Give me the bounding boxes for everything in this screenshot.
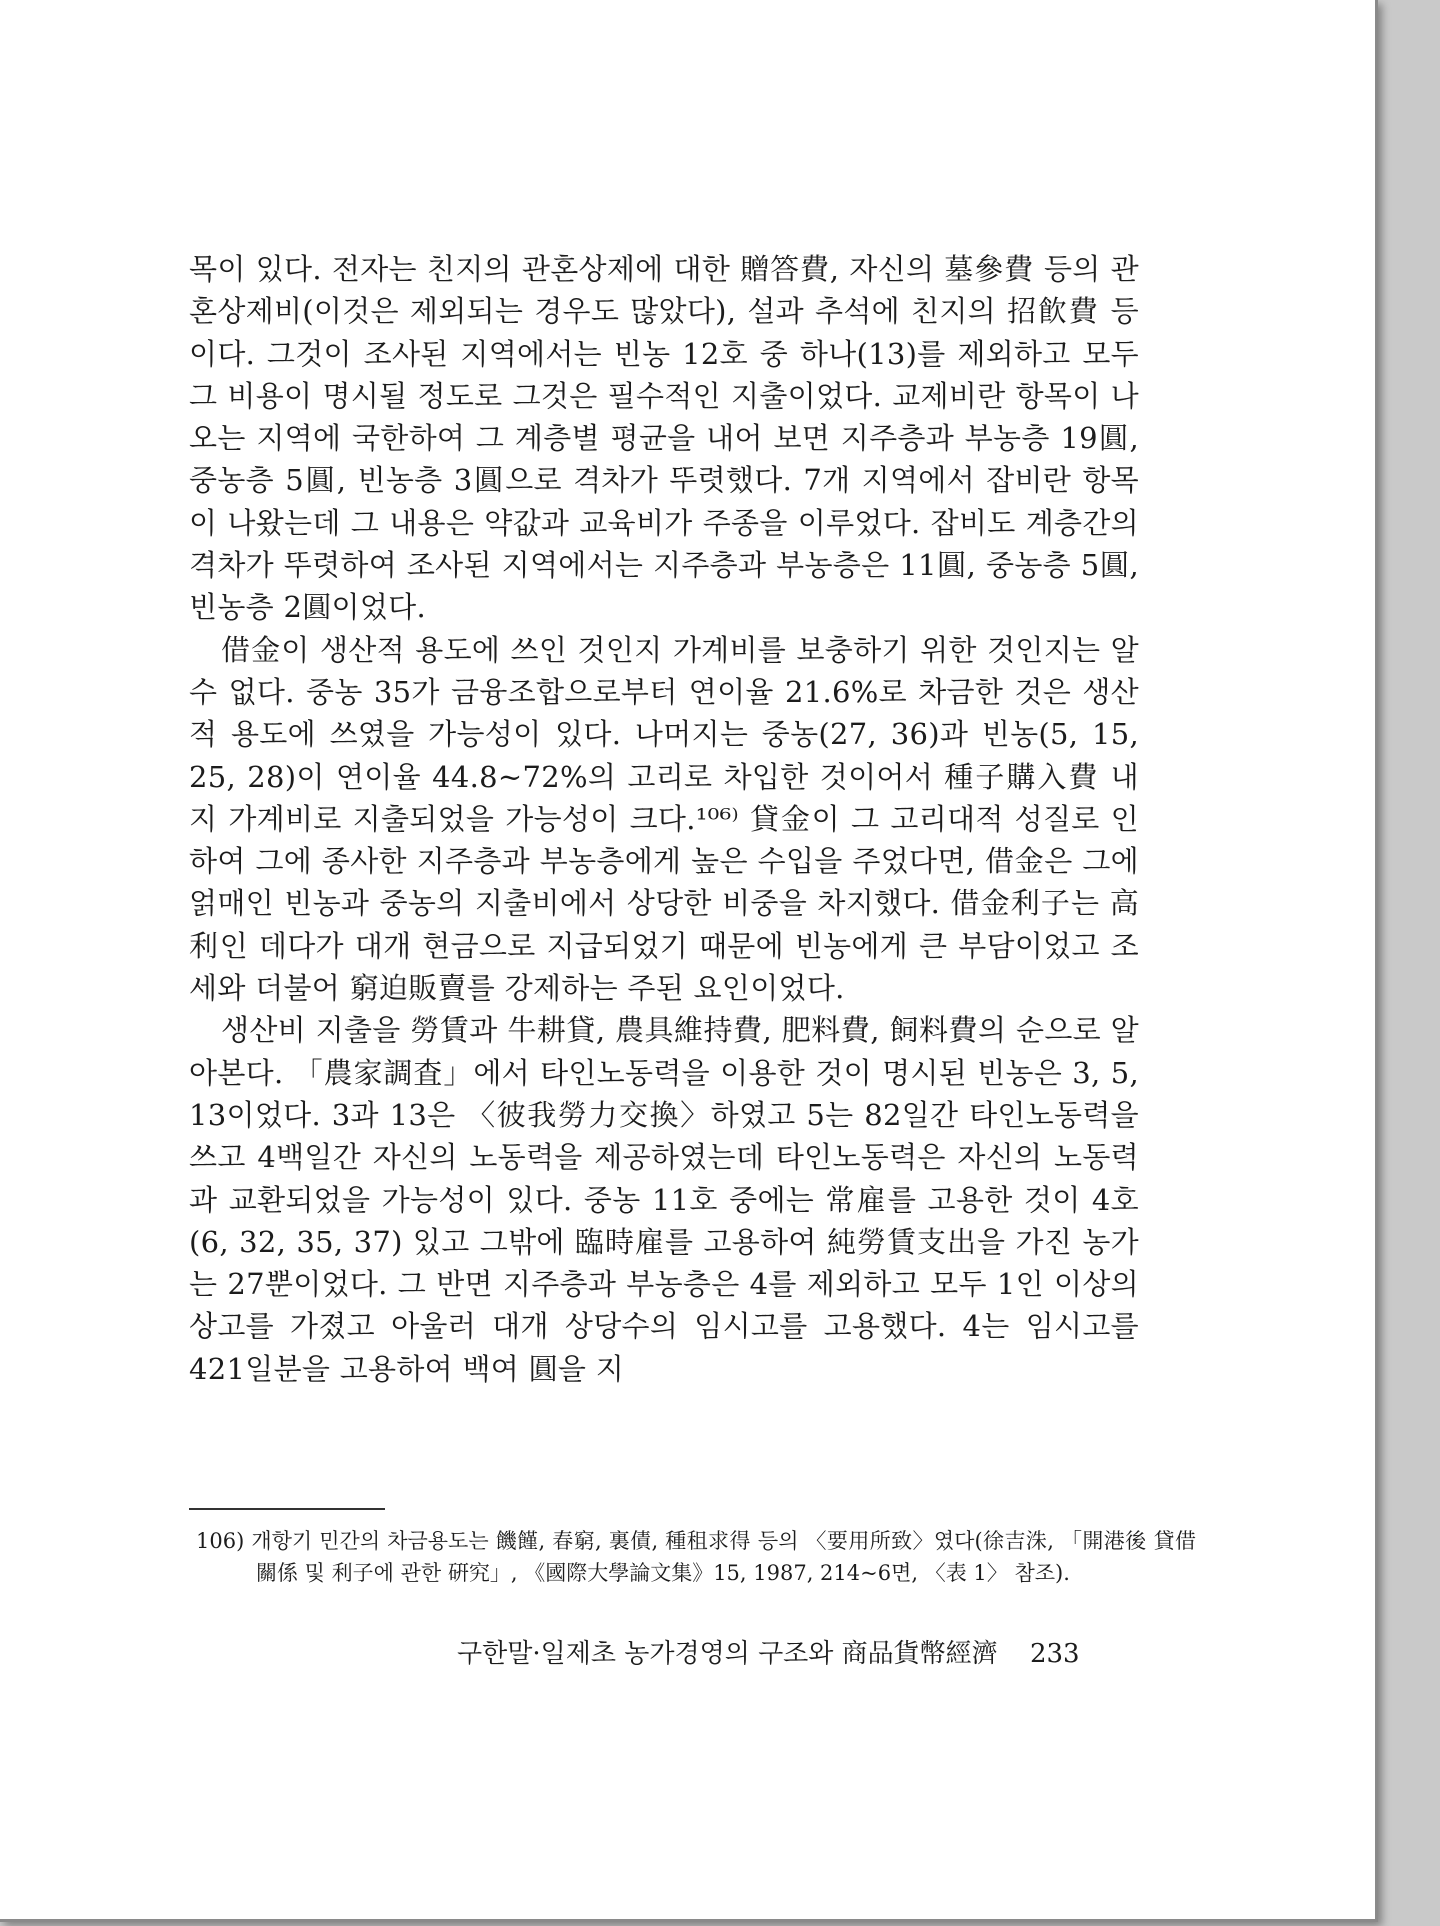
paragraph-2: 借金이 생산적 용도에 쓰인 것인지 가계비를 보충하기 위한 것인지는 알 수 없다. 중농 35가 금융조합으로부터 연이율 21.6%로 차금한 것은 생산적 용도에 쓰였을 가능성이 있다. 나머지는 중농(27, 36)과 빈농(5, 15, 25, 28)이 연이율 44.8~72%의 고리로 차입한 것이어서 種子購入費 내지 가계비로 지출되었을 가능성이 크다.¹⁰⁶⁾ 貸金이 그 고리대적 성질로 인하여 그에 종사한 지주층과 부농층에게 높은 수입을 주었다면, 借金은 그에 얽매인 빈농과 중농의 지출비에서 상당한 비중을 차지했다. 借金利子는 高利인 데다가 대개 현금으로 지급되었기 때문에 빈농에게 큰 부담이었고 조세와 더불어 窮迫販賣를 강제하는 주된 요인이었다. xyxy=(189,632,1139,1006)
body-text xyxy=(189,248,1139,1390)
running-title: 구한말·일제초 농가경영의 구조와 商品貨幣經濟 xyxy=(457,1639,998,1669)
paragraph-3: 생산비 지출을 勞賃과 牛耕貸, 農具維持費, 肥料費, 飼料費의 순으로 알아본다. 「農家調査」에서 타인노동력을 이용한 것이 명시된 빈농은 3, 5, 13이었다. 3과 13은 〈彼我勞力交換〉하였고 5는 82일간 타인노동력을 쓰고 4백일간 자신의 노동력을 제공하였는데 타인노동력은 자신의 노동력과 교환되었을 가능성이 있다. 중농 11호 중에는 常雇를 고용한 것이 4호(6, 32, 35, 37) 있고 그밖에 臨時雇를 고용하여 純勞賃支出을 가진 농가는 27뿐이었다. 그 반면 지주층과 부농층은 4를 제외하고 모두 1인 이상의 상고를 가졌고 아울러 대개 상당수의 임시고를 고용했다. 4는 임시고를 421일분을 고용하여 백여 圓을 지 xyxy=(189,1013,1139,1386)
footnote-106: 106) 개항기 민간의 차금용도는 饑饉, 春窮, 裏債, 種租求得 등의 〈要用所致〉였다(徐吉洙, 「開港後 貸借關係 및 利子에 관한 硏究」, 《國際大學論文集》15, 1987, 214~6면, 〈表 1〉 참조). xyxy=(196,1529,1196,1585)
page-number: 233 xyxy=(1029,1639,1080,1669)
footnote-divider xyxy=(189,1508,385,1510)
paragraph-1: 목이 있다. 전자는 친지의 관혼상제에 대한 贈答費, 자신의 墓參費 등의 관혼상제비(이것은 제외되는 경우도 많았다), 설과 추석에 친지의 招飮費 등이다. 그것이 조사된 지역에서는 빈농 12호 중 하나(13)를 제외하고 모두 그 비용이 명시될 정도로 그것은 필수적인 지출이었다. 교제비란 항목이 나오는 지역에 국한하여 그 계층별 평균을 내어 보면 지주층과 부농층 19圓, 중농층 5圓, 빈농층 3圓으로 격차가 뚜렷했다. 7개 지역에서 잡비란 항목이 나왔는데 그 내용은 약값과 교육비가 주종을 이루었다. 잡비도 계층간의 격차가 뚜렷하여 조사된 지역에서는 지주층과 부농층은 11圓, 중농층 5圓, 빈농층 2圓이었다. xyxy=(189,252,1139,625)
running-footer xyxy=(457,1636,1117,1672)
